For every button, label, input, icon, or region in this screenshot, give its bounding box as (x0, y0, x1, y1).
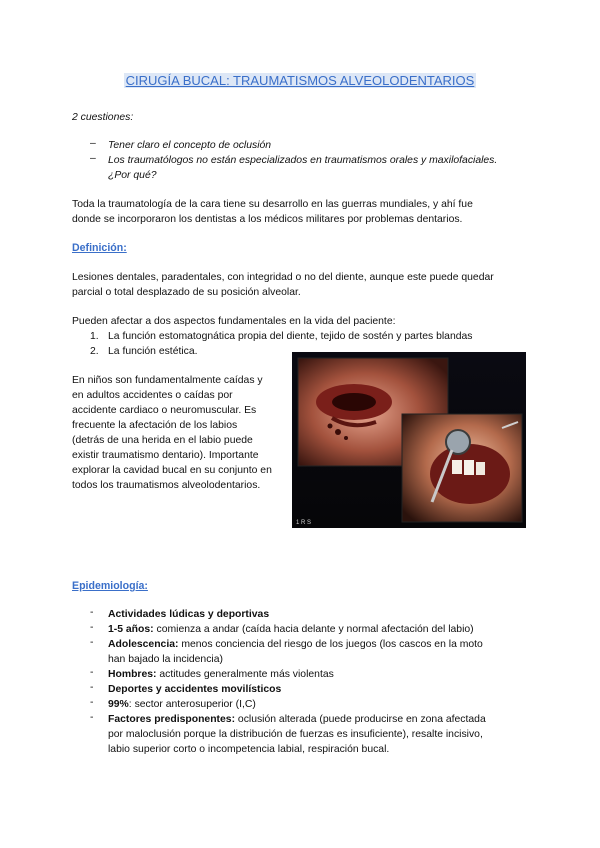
children-line: (detrás de una herida en el labio puede (72, 435, 253, 446)
dash-bullet: - (90, 607, 94, 618)
clinical-photo-collage (292, 352, 526, 528)
dash-bullet: - (90, 667, 94, 678)
epi-item-rest: menos conciencia del riesgo de los juegos (los cascos en la moto (178, 639, 483, 650)
epi-item-rest: comienza a andar (caída hacia delante y normal afectación del labio) (153, 624, 474, 635)
epi-item-bold: Hombres: (108, 669, 157, 680)
dash-bullet: - (90, 622, 94, 633)
epi-item (108, 712, 486, 728)
epi-item-bold: 1-5 años: (108, 624, 154, 635)
page-title (0, 73, 600, 88)
photo-caption: 1 R S (296, 520, 312, 526)
epi-item (108, 682, 281, 698)
epi-item (108, 607, 269, 623)
dash-bullet: - (90, 712, 94, 723)
children-line: En niños son fundamentalmente caídas y (72, 375, 263, 386)
definicion-heading: Definición: (72, 242, 127, 254)
epidemiologia-heading: Epidemiología: (72, 580, 148, 592)
affects-line: Pueden afectar a dos aspectos fundamentales en la vida del paciente: (72, 316, 396, 327)
epi-item-rest: labio superior corto o incompetencia labial, respiración bucal. (108, 744, 390, 755)
epi-item-continued (108, 652, 223, 668)
epi-item-bold: 99% (108, 699, 129, 710)
dash-bullet: – (90, 153, 96, 164)
epi-item-bold: Actividades lúdicas y deportivas (108, 609, 270, 620)
epi-item (108, 667, 334, 683)
intro-label: 2 cuestiones: (72, 112, 134, 123)
intro-item-continued: ¿Por qué? (108, 170, 157, 181)
epi-item-rest: han bajado la incidencia) (108, 654, 223, 665)
intro-item: Los traumatólogos no están especializados en traumatismos orales y maxilofaciales. (108, 155, 498, 166)
epi-item-rest: oclusión alterada (puede producirse en zona afectada (235, 714, 486, 725)
epi-item (108, 622, 474, 638)
dash-bullet: - (90, 697, 94, 708)
definicion-line: Lesiones dentales, paradentales, con integridad o no del diente, aunque este puede quedar (72, 272, 494, 283)
epi-item-bold: Factores predisponentes: (108, 714, 236, 725)
epi-item-rest: : sector anterosuperior (I,C) (128, 699, 256, 710)
title-text: CIRUGÍA BUCAL: TRAUMATISMOS ALVEOLODENTARIOS (125, 73, 475, 88)
children-line: explorar la cavidad bucal en su conjunto en (72, 465, 272, 476)
epi-item-continued (108, 727, 483, 743)
epi-item-bold: Adolescencia: (108, 639, 179, 650)
children-line: existir traumatismo dentario). Importante (72, 450, 259, 461)
epi-item-bold: Deportes y accidentes movilísticos (108, 684, 282, 695)
numbered-num: 2. (90, 346, 99, 357)
children-line: en adultos accidentes o caídas por (72, 390, 233, 401)
dash-bullet: - (90, 637, 94, 648)
history-line: donde se incorporaron los dentistas a los médicos militares por problemas dentarios. (72, 214, 463, 225)
children-line: accidente cardiaco o neuromuscular. Es (72, 405, 257, 416)
intro-item: Tener claro el concepto de oclusión (108, 140, 272, 151)
clinical-photo-graphic (292, 352, 526, 528)
children-line: frecuente la afectación de los labios (72, 420, 238, 431)
epi-item-continued (108, 742, 389, 758)
numbered-text: La función estética. (108, 346, 198, 357)
dash-bullet: – (90, 138, 96, 149)
numbered-text: La función estomatognática propia del diente, tejido de sostén y partes blandas (108, 331, 473, 342)
dash-bullet: - (90, 682, 94, 693)
definicion-line: parcial o total desplazado de su posición alveolar. (72, 287, 301, 298)
history-line: Toda la traumatología de la cara tiene su desarrollo en las guerras mundiales, y ahí fue (72, 199, 473, 210)
epi-item-rest: por maloclusión porque la distribución de fuerzas es insuficiente), resalte incisivo, (108, 729, 483, 740)
children-line: todos los traumatismos alveolodentarios. (72, 480, 261, 491)
epi-item (108, 637, 483, 653)
numbered-num: 1. (90, 331, 99, 342)
epi-item-rest: actitudes generalmente más violentas (156, 669, 334, 680)
epi-item (108, 697, 256, 713)
